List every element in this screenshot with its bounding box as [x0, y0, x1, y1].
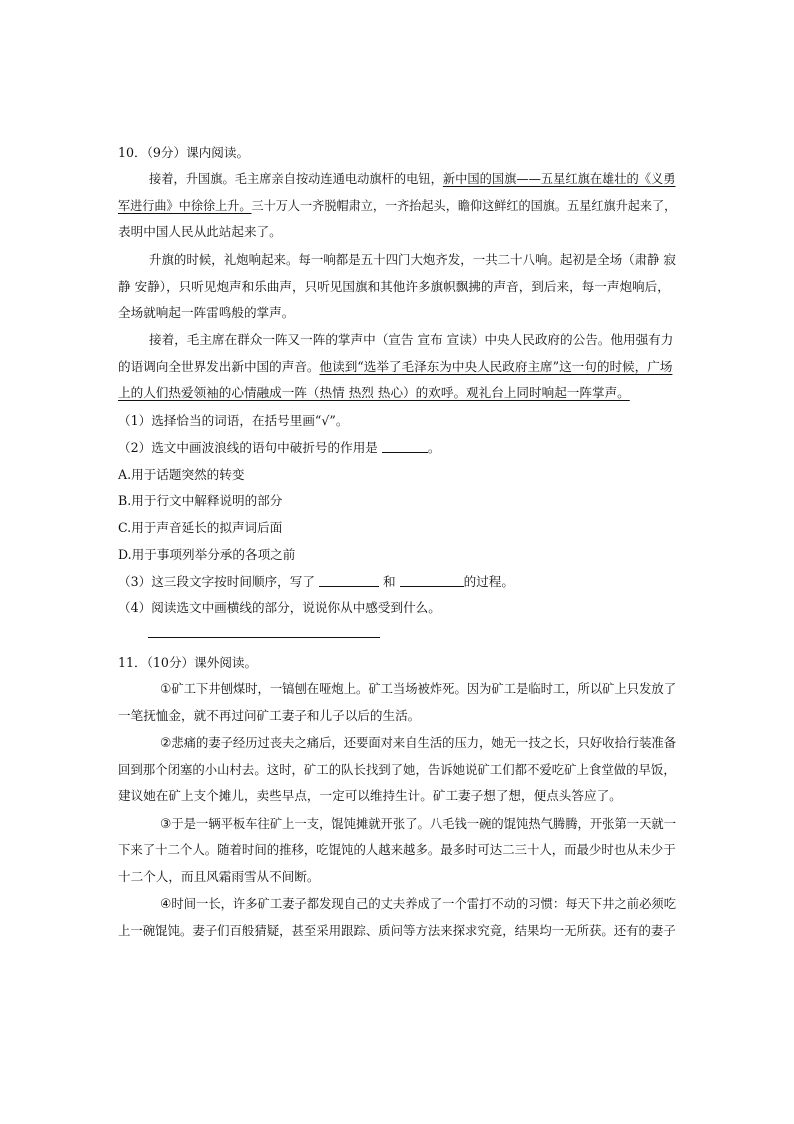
q11-s4-line1-text: 时间一长，许多矿工妻子都发现自己的丈夫养成了一个雷打不动的习惯：每天下井之前必须吃	[171, 896, 677, 911]
paragraph-number-3: ③	[160, 817, 172, 832]
paragraph-number-1: ①	[160, 682, 172, 697]
paragraph-number-2: ②	[160, 736, 172, 751]
q10-p3-line2-text: 的语调向全世界发出新中国的声音。	[118, 359, 320, 374]
q10-p2-line3: 全场就响起一阵雷鸣般的掌声。	[118, 305, 295, 320]
q10-sub2-text: （2）选文中画波浪线的语句中破折号的作用是	[118, 440, 378, 455]
q10-sub1: （1）选择恰当的词语，在括号里画“√”。	[118, 413, 349, 428]
q11-s2-line1-text: 悲痛的妻子经历过丧夫之痛后，还要面对来自生活的压力，她无一技之长，只好收拾行装准备	[171, 735, 677, 750]
q11-s2-line1	[160, 735, 676, 752]
q10-header: 10．（9分）课内阅读。	[118, 145, 250, 160]
q10-p1-line2	[118, 198, 676, 214]
q11-s3-line2: 下来了十二个人。随着时间的推移，吃馄饨的人越来越多。最多时可达二三十人，而最少时也从未少于	[118, 842, 676, 857]
q10-p3-underlined-b: 上的人们热爱领袖的心情融成一阵（热情 热烈 热心）的欢呼。观礼台上同时响起一阵掌声。	[118, 385, 630, 400]
q10-p3-line3	[118, 385, 630, 401]
q11-s4-line1	[160, 896, 676, 913]
q11-s2-line2: 回到那个闭塞的小山村去。这时，矿工的队长找到了她，告诉她说矿工们都不爱吃矿上食堂做的早饭，	[118, 762, 676, 777]
q11-s3-line1-text: 于是一辆平板车往矿上一支，馄饨摊就开张了。八毛钱一碗的馄饨热气腾腾，开张第一天就一	[171, 816, 677, 831]
q11-s1-line2: 一笔抚恤金，就不再过问矿工妻子和儿子以后的生活。	[118, 708, 421, 723]
q10-sub4: （4）阅读选文中画横线的部分，说说你从中感受到什么。	[118, 600, 441, 615]
q10-p1-line1-text: 接着，升国旗。毛主席亲自按动连通电动旗杆的电钮，	[149, 171, 443, 186]
q10-option-a: A.用于话题突然的转变	[118, 467, 245, 482]
q10-sub3-text-c: 的过程。	[463, 574, 514, 589]
q10-option-c: C.用于声音延长的拟声词后面	[118, 520, 283, 535]
q10-sub2	[118, 440, 441, 456]
q10-sub2-answer-blank[interactable]	[382, 440, 428, 453]
q11-s1-line1-text: 矿工下井刨煤时，一镐刨在哑炮上。矿工当场被炸死。因为矿工是临时工，所以矿上只发放了	[171, 681, 677, 696]
q10-sub3-blank-1[interactable]	[319, 574, 379, 587]
q10-p3-underlined-a: 他读到“选举了毛泽东为中央人民政府主席”这一句的时候，广场	[319, 359, 673, 374]
q11-s3-line3: 十二个人，而且风霜雨雪从不间断。	[118, 869, 320, 884]
q10-p1-underlined-a: 新中国的国旗——五星红旗在雄壮的《义勇	[442, 171, 676, 186]
q10-option-b: B.用于行文中解释说明的部分	[118, 493, 283, 508]
q10-sub4-answer-line[interactable]	[148, 637, 380, 638]
q10-sub2-end: 。	[427, 440, 441, 455]
q10-p1-line3: 表明中国人民从此站起来了。	[118, 224, 282, 239]
paragraph-number-4: ④	[160, 897, 172, 912]
q11-header: 11．（10分）课外阅读。	[118, 655, 258, 670]
q10-sub3-text-b: 和	[382, 574, 396, 589]
q10-sub3	[118, 574, 514, 590]
q11-s2-line3: 建议她在矿上支个摊儿，卖些早点，一定可以维持生计。矿工妻子想了想，便点头答应了。	[118, 788, 622, 803]
q10-p3-line2	[118, 359, 672, 375]
q10-p2-line2: 静 安静），只听见炮声和乐曲声，只听见国旗和其他许多旗帜飘拂的声音，到后来，每一声炮响后，	[118, 279, 670, 294]
q10-sub3-blank-2[interactable]	[400, 574, 464, 587]
q10-p2-line1: 升旗的时候，礼炮响起来。每一响都是五十四门大炮齐发，一共二十八响。起初是全场（肃静 寂	[149, 252, 676, 267]
q10-option-d: D.用于事项列举分承的各项之前	[118, 547, 296, 562]
q11-s4-line2: 上一碗馄饨。妻子们百般猜疑，甚至采用跟踪、质问等方法来探求究竟，结果均一无所获。还有的妻子	[118, 923, 676, 938]
q11-s3-line1	[160, 816, 676, 833]
q10-p1-line2-text: 三十万人一齐脱帽肃立，一齐抬起头，瞻仰这鲜红的国旗。五星红旗升起来了，	[251, 198, 677, 213]
q10-sub3-text-a: （3）这三段文字按时间顺序，写了	[118, 574, 315, 589]
q10-p3-line1: 接着，毛主席在群众一阵又一阵的掌声中（宣告 宣布 宣读）中央人民政府的公告。他用强有力	[149, 332, 674, 347]
q10-p1-line1	[149, 171, 676, 187]
q10-p1-underlined-b: 军进行曲》中徐徐上升。	[118, 198, 252, 213]
q11-s1-line1	[160, 681, 676, 698]
